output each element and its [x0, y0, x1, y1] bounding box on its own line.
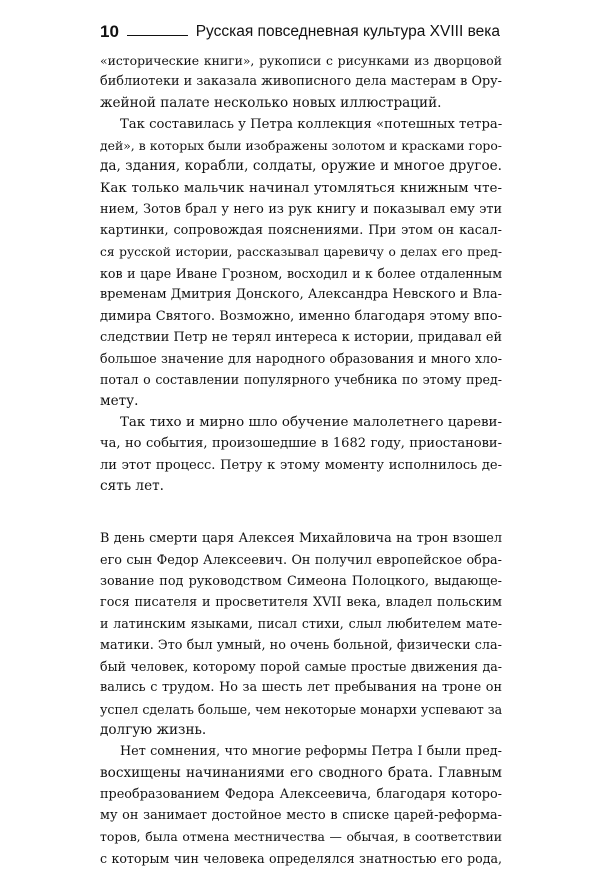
- text-line: следствии Петр не терял интереса к истории, придавал ей: [100, 329, 502, 345]
- text-line: торов, была отмена местничества — обычая, в соответствии: [100, 829, 502, 845]
- text-line: большое значение для народного образования и много хло-: [100, 351, 502, 367]
- running-header: [100, 20, 500, 44]
- text-line: жейной палате несколько новых иллюстраций.: [100, 94, 442, 111]
- text-line: ков и царе Иване Грозном, восходил и к более отдаленным: [100, 265, 502, 281]
- text-line: Нет сомнения, что многие реформы Петра I были пред-: [120, 744, 502, 760]
- text-line: сять лет.: [100, 477, 164, 494]
- paragraph: [100, 741, 502, 869]
- section-gap: [100, 497, 502, 528]
- text-line: восхищены начинаниями его сводного брата. Главным: [100, 764, 502, 781]
- text-line: матики. Это был умный, но очень больной, физически сла-: [100, 637, 502, 653]
- text-line: картинки, сопровождая пояснениями. При этом он касал-: [100, 223, 502, 239]
- paragraph: [100, 50, 502, 114]
- text-line: да, здания, корабли, солдаты, оружие и многое другое.: [100, 158, 502, 175]
- text-line: «исторические книги», рукописи с рисунками из дворцовой: [100, 53, 502, 68]
- text-line: ся русской истории, рассказывал царевичу о делах его пред-: [100, 244, 502, 259]
- text-line: му он занимает достойное место в списке царей-реформа-: [100, 808, 502, 824]
- paragraph: [100, 412, 502, 497]
- text-line: и латинским языками, писал стихи, слыл любителем мате-: [100, 616, 502, 632]
- text-line: Так тихо и мирно шло обучение малолетнего цареви-: [120, 415, 502, 431]
- text-line: преобразованием Федора Алексеевича, благодаря которо-: [100, 786, 502, 802]
- text-line: с которым чин человека определялся знатностью его рода,: [100, 850, 502, 866]
- text-line: временам Дмитрия Донского, Александра Невского и Вла-: [100, 287, 502, 303]
- header-rule: [127, 35, 188, 36]
- page-number: 10: [100, 22, 119, 41]
- paragraph: [100, 114, 502, 412]
- text-line: вались с трудом. Но за шесть лет пребывания на троне он: [100, 680, 502, 696]
- text-line: Как только мальчик начинал утомляться книжным чте-: [100, 180, 502, 196]
- text-line: его сын Федор Алексеевич. Он получил европейское обра-: [100, 552, 502, 568]
- text-line: Так составилась у Петра коллекция «потешных тетра-: [120, 116, 503, 132]
- text-line: бый человек, которому порой самые простые движения да-: [100, 659, 502, 675]
- text-line: димира Святого. Возможно, именно благодаря этому впо-: [100, 308, 502, 324]
- text-line: дей», в которых были изображены золотом и красками горо-: [100, 138, 502, 154]
- text-line: В день смерти царя Алексея Михайловича на трон взошел: [100, 531, 502, 547]
- body-text: [100, 50, 502, 869]
- text-line: ча, но события, произошедшие в 1682 году, приостанови-: [100, 436, 502, 452]
- text-line: гося писателя и просветителя XVII века, владел польским: [100, 595, 502, 611]
- paragraph: [100, 528, 502, 741]
- text-line: ли этот процесс. Петру к этому моменту исполнилось де-: [100, 457, 502, 473]
- text-line: зование под руководством Симеона Полоцкого, выдающе-: [100, 573, 502, 589]
- running-title: Русская повседневная культура XVIII века: [195, 23, 500, 40]
- text-line: долгую жизнь.: [100, 721, 207, 738]
- text-line: нием, Зотов брал у него из рук книгу и показывал ему эти: [100, 202, 502, 218]
- text-line: библиотеки и заказала живописного дела мастерам в Ору-: [100, 74, 502, 90]
- text-line: потал о составлении популярного учебника по этому пред-: [100, 372, 502, 388]
- text-line: мету.: [100, 392, 139, 409]
- text-line: успел сделать больше, чем некоторые монархи успевают за: [100, 701, 503, 717]
